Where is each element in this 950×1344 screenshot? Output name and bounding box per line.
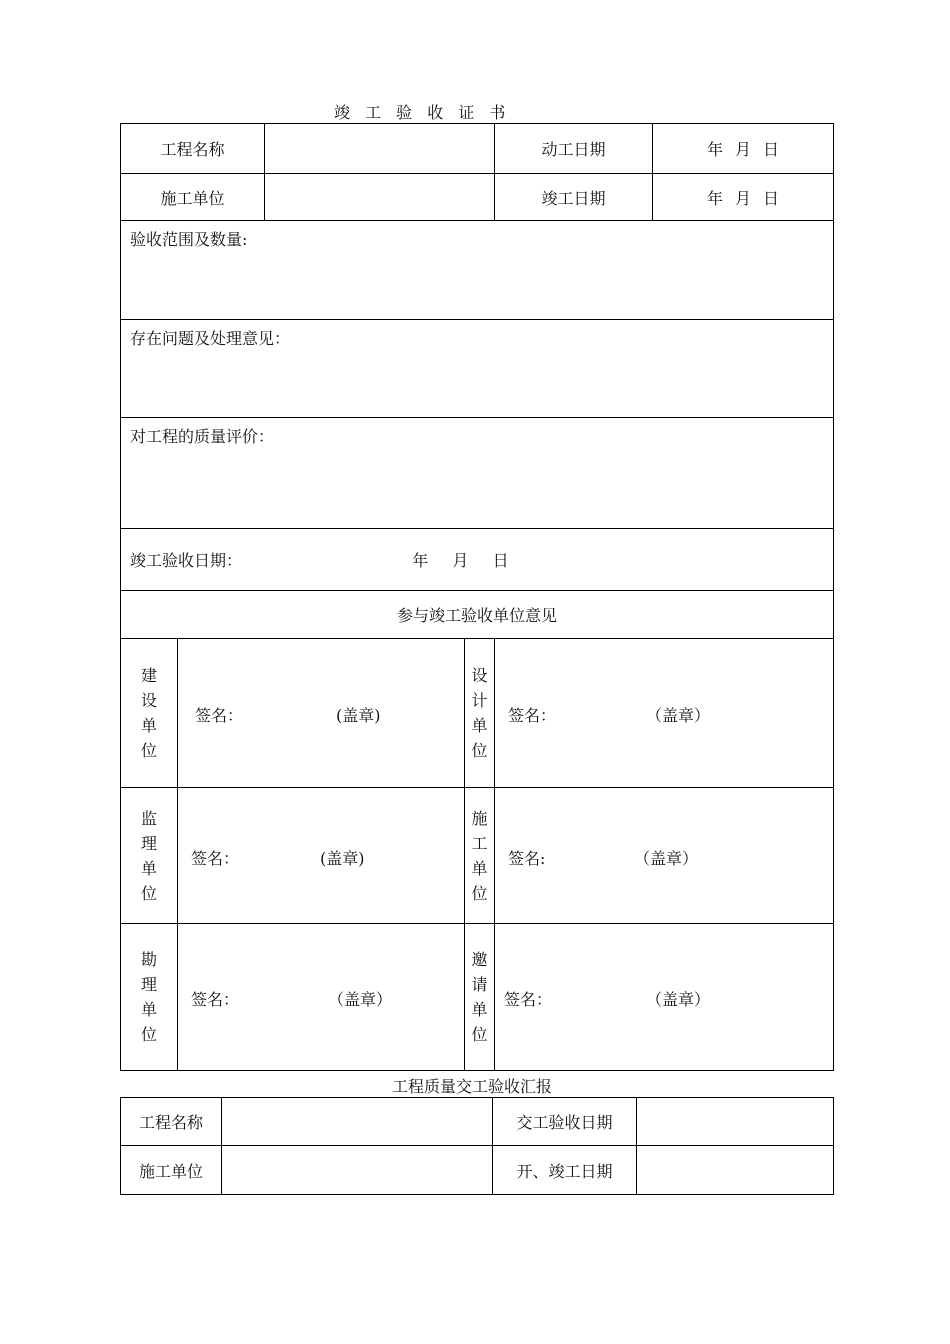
acceptance-date-month: 月	[452, 551, 469, 570]
scope-label: 验收范围及数量:	[130, 230, 248, 249]
contractor-label: 施工单位	[121, 174, 265, 221]
unit-name-survey: 勘 理 单 位	[121, 924, 178, 1071]
seal-label: （盖章）	[634, 849, 699, 868]
report-title: 工程质量交工验收汇报	[392, 1077, 553, 1096]
signature-cell-survey[interactable]	[178, 924, 465, 1071]
signature-label: 签名：	[191, 990, 240, 1009]
handover-date-label: 交工验收日期	[493, 1098, 637, 1146]
start-end-date-label: 开、竣工日期	[493, 1146, 637, 1195]
signature-label: 签名：	[191, 849, 240, 868]
signature-label: 签名：	[195, 706, 244, 725]
completion-date-field[interactable]: 年 月 日	[653, 174, 834, 221]
signature-label: 签名：	[508, 706, 557, 725]
quality-section[interactable]	[121, 418, 834, 529]
acceptance-date-day: 日	[492, 551, 509, 570]
signature-cell-construction-owner[interactable]	[178, 639, 465, 788]
report-contractor-field[interactable]	[222, 1146, 493, 1195]
report-contractor-label: 施工单位	[121, 1146, 222, 1195]
issues-label: 存在问题及处理意见：	[130, 329, 291, 348]
seal-label: （盖章）	[646, 706, 711, 725]
completion-certificate-form	[120, 123, 834, 1071]
certificate-title: 竣 工 验 收 证 书	[334, 103, 511, 122]
unit-name-design: 设 计 单 位	[465, 639, 495, 788]
signature-cell-invited[interactable]	[495, 924, 834, 1071]
signature-label: 签名：	[504, 990, 553, 1009]
quality-label: 对工程的质量评价：	[130, 427, 275, 446]
report-project-name-field[interactable]	[222, 1098, 493, 1146]
signature-cell-design[interactable]	[495, 639, 834, 788]
acceptance-date-row[interactable]	[121, 529, 834, 591]
project-name-field[interactable]	[265, 124, 495, 174]
seal-label: （盖章）	[328, 990, 393, 1009]
opinions-header: 参与竣工验收单位意见	[121, 591, 834, 639]
seal-label: （盖章）	[646, 990, 711, 1009]
start-date-label: 动工日期	[495, 124, 653, 174]
completion-date-label: 竣工日期	[495, 174, 653, 221]
report-project-name-label: 工程名称	[121, 1098, 222, 1146]
handover-report-form	[120, 1097, 834, 1195]
start-end-date-field[interactable]	[637, 1146, 834, 1195]
project-name-label: 工程名称	[121, 124, 265, 174]
handover-date-field[interactable]	[637, 1098, 834, 1146]
unit-name-supervision: 监 理 单 位	[121, 788, 178, 924]
start-date-field[interactable]: 年 月 日	[653, 124, 834, 174]
contractor-field[interactable]	[265, 174, 495, 221]
unit-name-construction-owner: 建 设 单 位	[121, 639, 178, 788]
signature-label: 签名:	[508, 849, 546, 868]
unit-name-contractor: 施 工 单 位	[465, 788, 495, 924]
seal-label: (盖章)	[336, 706, 381, 725]
unit-name-invited: 邀 请 单 位	[465, 924, 495, 1071]
signature-cell-supervision[interactable]	[178, 788, 465, 924]
seal-label: (盖章)	[320, 849, 365, 868]
scope-section[interactable]	[121, 221, 834, 320]
acceptance-date-year: 年	[412, 551, 429, 570]
acceptance-date-label: 竣工验收日期：	[130, 551, 243, 570]
issues-section[interactable]	[121, 320, 834, 418]
signature-cell-contractor[interactable]	[495, 788, 834, 924]
